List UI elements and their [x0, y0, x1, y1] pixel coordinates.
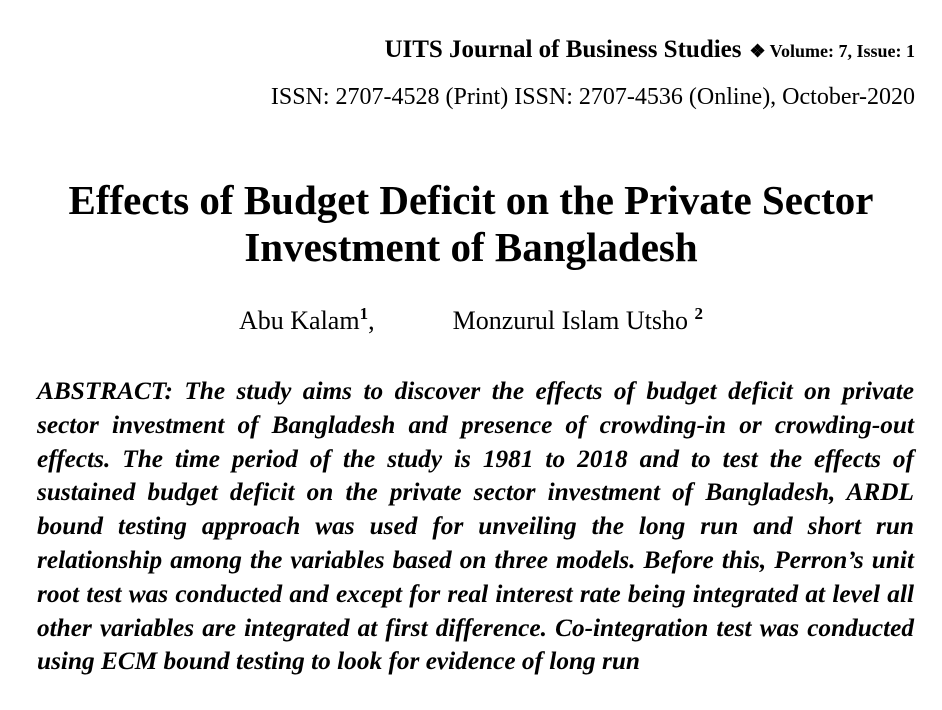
- abstract-label: ABSTRACT:: [37, 377, 173, 405]
- affiliation-marker: 1: [359, 304, 369, 323]
- author-list: [0, 306, 942, 336]
- author-name: Abu Kalam: [238, 306, 360, 335]
- author-separator: ,: [368, 306, 375, 335]
- separator-diamond-icon: ❖: [749, 41, 766, 61]
- journal-header: [384, 36, 915, 64]
- journal-name: UITS Journal of Business Studies: [384, 36, 742, 63]
- author-name: Monzurul Islam Utsho: [452, 306, 688, 335]
- title-line-2: Investment of Bangladesh: [244, 224, 698, 270]
- issn-line: ISSN: 2707-4528 (Print) ISSN: 2707-4536 (Online), October-2020: [270, 84, 915, 110]
- abstract-text: The study aims to discover the effects of budget deficit on private sector investment of Bangladesh and presence of crowding-in or crowding-out effects. The time period of the study is 1981 to 2018 and to test the effects of sustained budget deficit on the private sector investment of Bangladesh, ARDL bound testing approach was used for unveiling the long run and short run relationship among the variables based on three models. Before this, Perron’s unit root test was conducted and except for real interest rate being integrated at level all other variables are integrated at first difference. Co-integration test was conducted using ECM bound testing to look for evidence of long run: [37, 377, 914, 676]
- title-line-1: Effects of Budget Deficit on the Private Sector: [68, 177, 874, 223]
- volume-issue: Volume: 7, Issue: 1: [769, 41, 915, 61]
- affiliation-marker: 2: [694, 304, 703, 323]
- article-title: [0, 177, 942, 271]
- abstract: [37, 375, 914, 679]
